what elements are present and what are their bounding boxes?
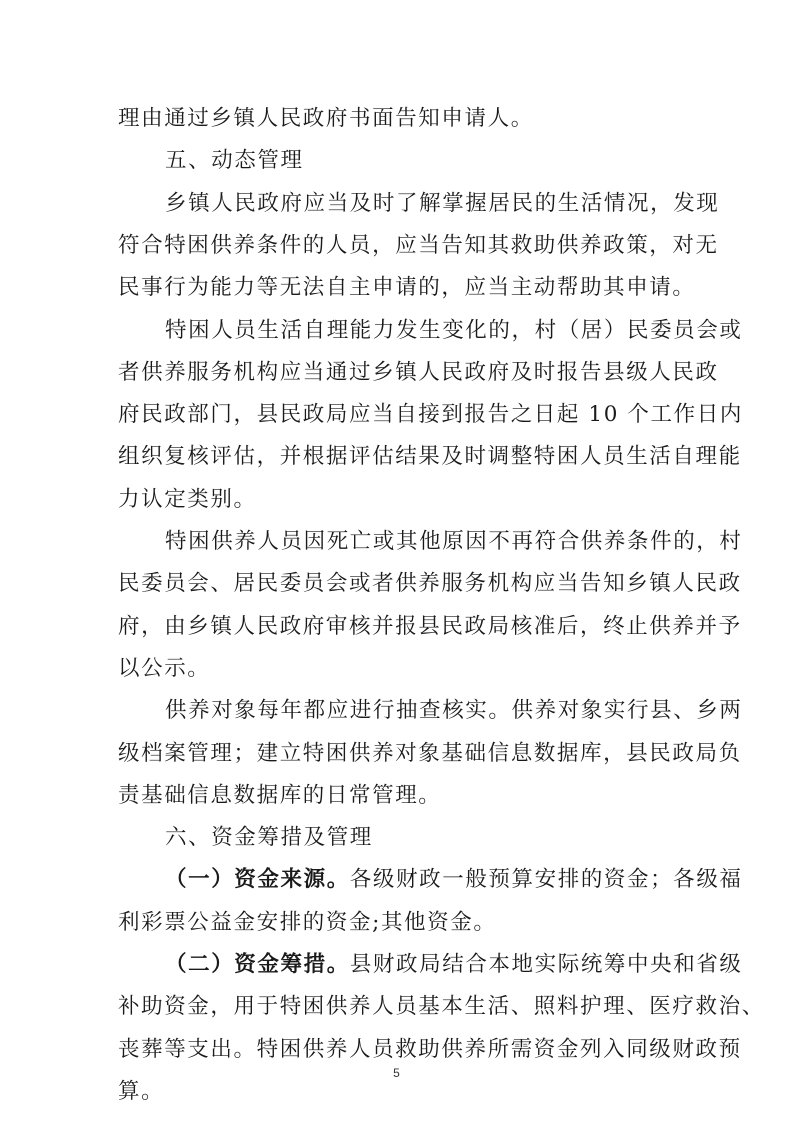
subheading-funding-sources: （一）资金来源。 [165,867,350,893]
paragraph-line: 丧葬等支出。特困供养人员救助供养所需资金列入同级财政预 [118,1036,742,1062]
paragraph-line: 特困人员生活自理能力发生变化的，村（居）民委员会或 [165,317,743,343]
paragraph-line: 特困供养人员因死亡或其他原因不再符合供养条件的，村 [165,529,743,554]
paragraph-line: 民委员会、居民委员会或者供养服务机构应当告知乡镇人民政 [118,571,742,597]
paragraph-line [165,862,743,898]
paragraph-line: 组织复核评估，并根据评估结果及时调整特困人员生活自理能 [118,444,742,470]
paragraph-line: 理由通过乡镇人民政府书面告知申请人。 [118,106,534,131]
paragraph-text: 各级财政一般预算安排的资金；各级福 [349,867,743,893]
section-heading-funding: 六、资金筹措及管理 [165,825,373,851]
subheading-funding-raising: （二）资金筹措。 [165,952,350,977]
paragraph-line: 责基础信息数据库的日常管理。 [118,782,442,808]
paragraph-line: 乡镇人民政府应当及时了解掌握居民的生活情况，发现 [165,190,720,216]
paragraph-line: 补助资金，用于特困供养人员基本生活、照料护理、医疗救治、 [118,994,765,1020]
paragraph-line: 供养对象每年都应进行抽查核实。供养对象实行县、乡两 [165,698,743,724]
paragraph-line: 者供养服务机构应当通过乡镇人民政府及时报告县级人民政 [118,359,719,385]
paragraph-line [165,947,743,983]
paragraph-line: 符合特困供养条件的人员，应当告知其救助供养政策，对无 [118,232,719,258]
paragraph-line: 民事行为能力等无法自主申请的，应当主动帮助其申请。 [118,275,696,301]
paragraph-line: 算。 [118,1078,165,1104]
paragraph-line: 级档案管理；建立特困供养对象基础信息数据库，县民政局负 [118,740,742,766]
page-number: 5 [393,1066,400,1080]
paragraph-line: 利彩票公益金安排的资金;其他资金。 [118,909,497,935]
paragraph-line: 力认定类别。 [118,486,257,512]
paragraph-line: 府，由乡镇人民政府审核并报县民政局核准后，终止供养并予 [118,613,742,639]
paragraph-line: 府民政部门，县民政局应当自接到报告之日起 10 个工作日内 [118,402,743,428]
paragraph-line: 以公示。 [118,655,211,681]
section-heading-dynamic-management: 五、动态管理 [165,148,304,174]
paragraph-text: 县财政局结合本地实际统筹中央和省级 [349,952,743,977]
